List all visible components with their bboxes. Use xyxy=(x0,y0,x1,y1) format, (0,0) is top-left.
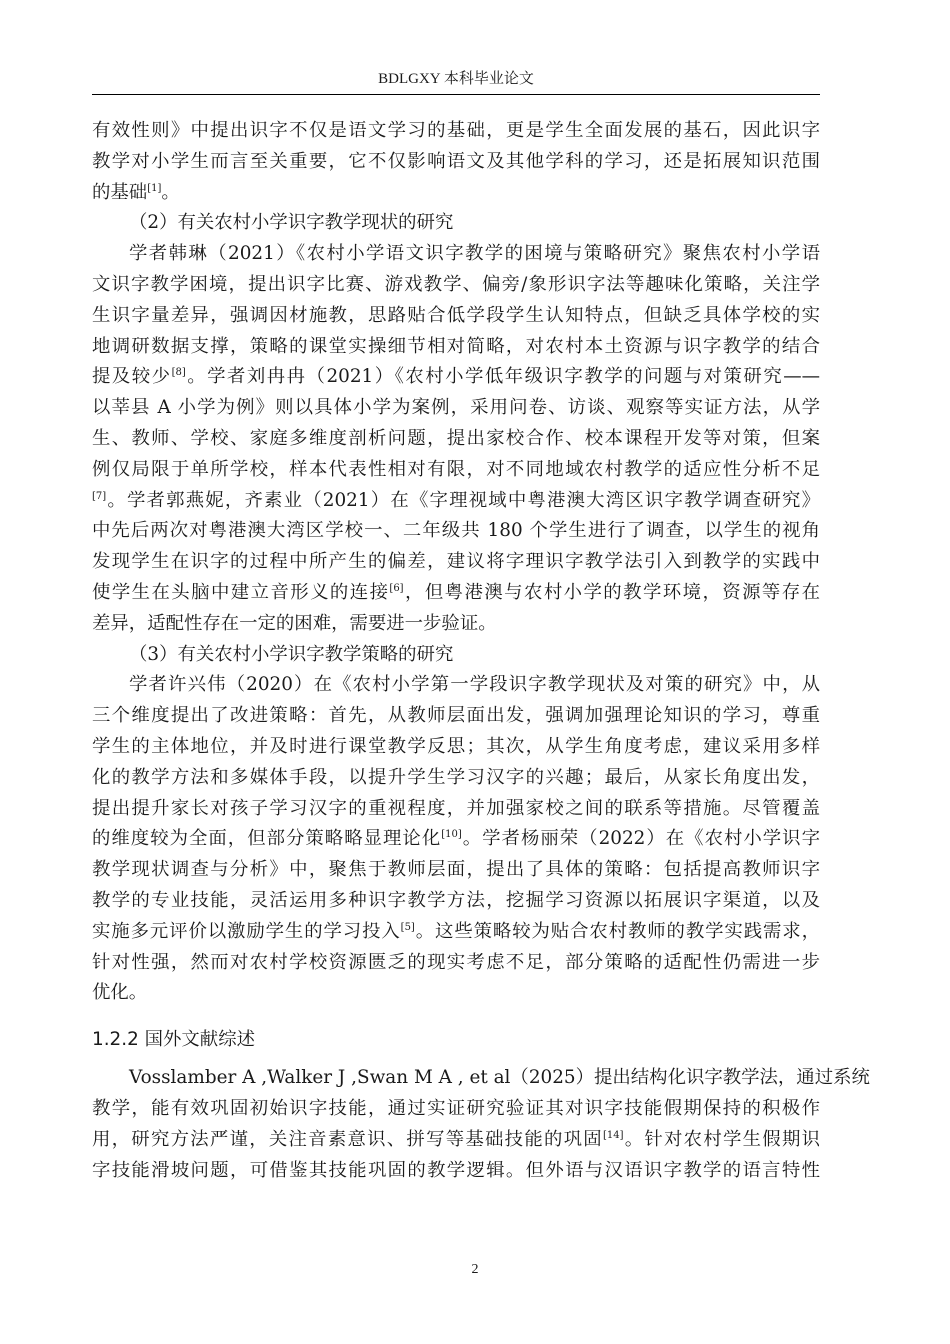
line-text: 三个维度提出了改进策略：首先，从教师层面出发，强调加强理论知识的学习，尊重 xyxy=(92,705,820,727)
text-line xyxy=(92,1063,870,1094)
line-text: 学者韩琳（2021）《农村小学语文识字教学的困境与策略研究》聚焦农村小学语 xyxy=(129,243,820,265)
line-text: 教学现状调查与分析》中，聚焦于教师层面，提出了具体的策略：包括提高教师识字 xyxy=(92,859,820,881)
text-line xyxy=(92,855,820,886)
citation-ref: [10] xyxy=(441,829,462,841)
line-text: 地调研数据支撑，策略的课堂实操细节相对简略，对农村本土资源与识字教学的结合 xyxy=(92,335,820,357)
text-line xyxy=(92,393,820,424)
text-line xyxy=(92,824,820,855)
line-text: ，但粤港澳与农村小学的教学环境，资源等存在 xyxy=(403,581,820,603)
text-line xyxy=(92,794,820,825)
section-heading: 1.2.2 国外文献综述 xyxy=(92,1029,255,1051)
text-line xyxy=(92,455,820,486)
text-line xyxy=(92,332,820,363)
line-text: 文识字教学困境，提出识字比赛、游戏教学、偏旁/象形识字法等趣味化策略，关注学 xyxy=(92,273,820,295)
line-text: 。学者刘冉冉（2021）《农村小学低年级识字教学的问题与对策研究—— xyxy=(185,366,820,388)
citation-ref: [5] xyxy=(400,921,415,933)
line-text: 发现学生在识字的过程中所产生的偏差，建议将字理识字教学法引入到教学的实践中 xyxy=(92,551,820,573)
line-text: 使学生在头脑中建立音形义的连接 xyxy=(92,581,390,603)
line-text: 生、教师、学校、家庭多维度剖析问题，提出家校合作、校本课程开发等对策，但案 xyxy=(92,427,820,449)
text-line xyxy=(92,362,820,393)
line-text: 提出提升家长对孩子学习汉字的重视程度，并加强家校之间的联系等措施。尽管覆盖 xyxy=(92,797,820,819)
text-line xyxy=(92,1125,820,1156)
paragraph-2 xyxy=(92,239,820,639)
text-line xyxy=(92,116,820,147)
text-line xyxy=(92,1156,820,1187)
line-text: 有效性则》中提出识字不仅是语文学习的基础，更是学生全面发展的基石，因此识字 xyxy=(92,120,820,141)
line-text: 提及较少 xyxy=(92,366,172,388)
line-text: 。学者杨丽荣（2022）在《农村小学识字 xyxy=(461,828,820,850)
text-line xyxy=(92,670,820,701)
line-text: 的基础 xyxy=(92,181,148,203)
text-line xyxy=(92,886,820,917)
citation-ref: [14] xyxy=(602,1129,624,1141)
line-text: 针对性强，然而对农村学校资源匮乏的现实考虑不足，部分策略的适配性仍需进一步 xyxy=(92,951,820,973)
line-text: 学者许兴伟（2020）在《农村小学第一学段识字教学现状及对策的研究》中，从 xyxy=(129,674,820,696)
paragraph-1 xyxy=(92,116,820,208)
line-text: 教学对小学生而言至关重要，它不仅影响语文及其他学科的学习，还是拓展知识范围 xyxy=(92,150,820,172)
paragraph-4 xyxy=(92,1063,870,1186)
text-line xyxy=(92,239,820,270)
line-text: 以莘县 A 小学为例》则以具体小学为案例，采用问卷、访谈、观察等实证方法，从学 xyxy=(92,397,820,419)
text-line xyxy=(92,424,820,455)
line-text: 生识字量差异，强调因材施教，思路贴合低学段学生认知特点，但缺乏具体学校的实 xyxy=(92,304,820,326)
line-text: 字技能滑坡问题，可借鉴其技能巩固的教学逻辑。但外语与汉语识字教学的语言特性 xyxy=(92,1159,820,1181)
text-line xyxy=(92,701,820,732)
line-text: 化的教学方法和多媒体手段，以提升学生学习汉字的兴趣；最后，从家长角度出发， xyxy=(92,766,820,788)
line-text: 。 xyxy=(161,181,180,203)
document-body xyxy=(92,116,870,1186)
line-text: 。学者郭燕妮，齐素业（2021）在《字理视域中粤港澳大湾区识字教学调查研究》 xyxy=(106,489,820,511)
subheading-2: （2）有关农村小学识字教学现状的研究 xyxy=(129,212,454,234)
text-line xyxy=(92,178,820,209)
line-text: 。这些策略较为贴合农村教师的教学实践需求， xyxy=(414,920,820,942)
citation-ref: [7] xyxy=(92,490,107,502)
line-text: 优化。 xyxy=(92,982,148,1004)
text-line xyxy=(92,763,820,794)
text-line xyxy=(92,609,820,640)
running-header xyxy=(92,64,820,95)
line-text: 差异，适配性存在一定的困难，需要进一步验证。 xyxy=(92,612,497,634)
text-line xyxy=(92,147,820,178)
citation-ref: [6] xyxy=(389,582,404,594)
line-text: 实施多元评价以激励学生的学习投入 xyxy=(92,920,401,942)
line-text: 用，研究方法严谨，关注音素意识、拼写等基础技能的巩固 xyxy=(92,1128,603,1150)
text-line xyxy=(92,486,820,517)
text-line xyxy=(92,301,820,332)
citation-ref: [8] xyxy=(171,367,186,379)
paragraph-3 xyxy=(92,670,820,1009)
text-line xyxy=(92,516,820,547)
page-number: 2 xyxy=(471,1262,479,1277)
text-line xyxy=(92,578,820,609)
line-text: 例仅局限于单所学校，样本代表性相对有限，对不同地域农村教学的适应性分析不足 xyxy=(92,458,820,480)
text-line xyxy=(92,948,820,979)
line-text: Vosslamber A ,Walker J ,Swan M A , et al（2025）提出结构化识字教学法，通过系统 xyxy=(129,1067,870,1089)
line-text: 教学的专业技能，灵活运用多种识字教学方法，挖掘学习资源以拓展识字渠道，以及 xyxy=(92,889,820,911)
line-text: 中先后两次对粤港澳大湾区学校一、二年级共 180 个学生进行了调查，以学生的视角 xyxy=(92,520,820,542)
subheading-3: （3）有关农村小学识字教学策略的研究 xyxy=(129,643,454,665)
text-line xyxy=(92,270,820,301)
line-text: 教学，能有效巩固初始识字技能，通过实证研究验证其对识字技能假期保持的积极作 xyxy=(92,1097,820,1119)
line-text: 的维度较为全面，但部分策略略显理论化 xyxy=(92,828,442,850)
line-text: 。针对农村学生假期识 xyxy=(623,1128,820,1150)
text-line xyxy=(92,1094,820,1125)
text-line xyxy=(92,732,820,763)
header-title: BDLGXY 本科毕业论文 xyxy=(378,71,534,87)
citation-ref: [1] xyxy=(147,182,162,194)
text-line xyxy=(92,978,820,1009)
text-line xyxy=(92,917,820,948)
line-text: 学生的主体地位，并及时进行课堂教学反思；其次，从学生角度考虑，建议采用多样 xyxy=(92,735,820,757)
text-line xyxy=(92,547,820,578)
